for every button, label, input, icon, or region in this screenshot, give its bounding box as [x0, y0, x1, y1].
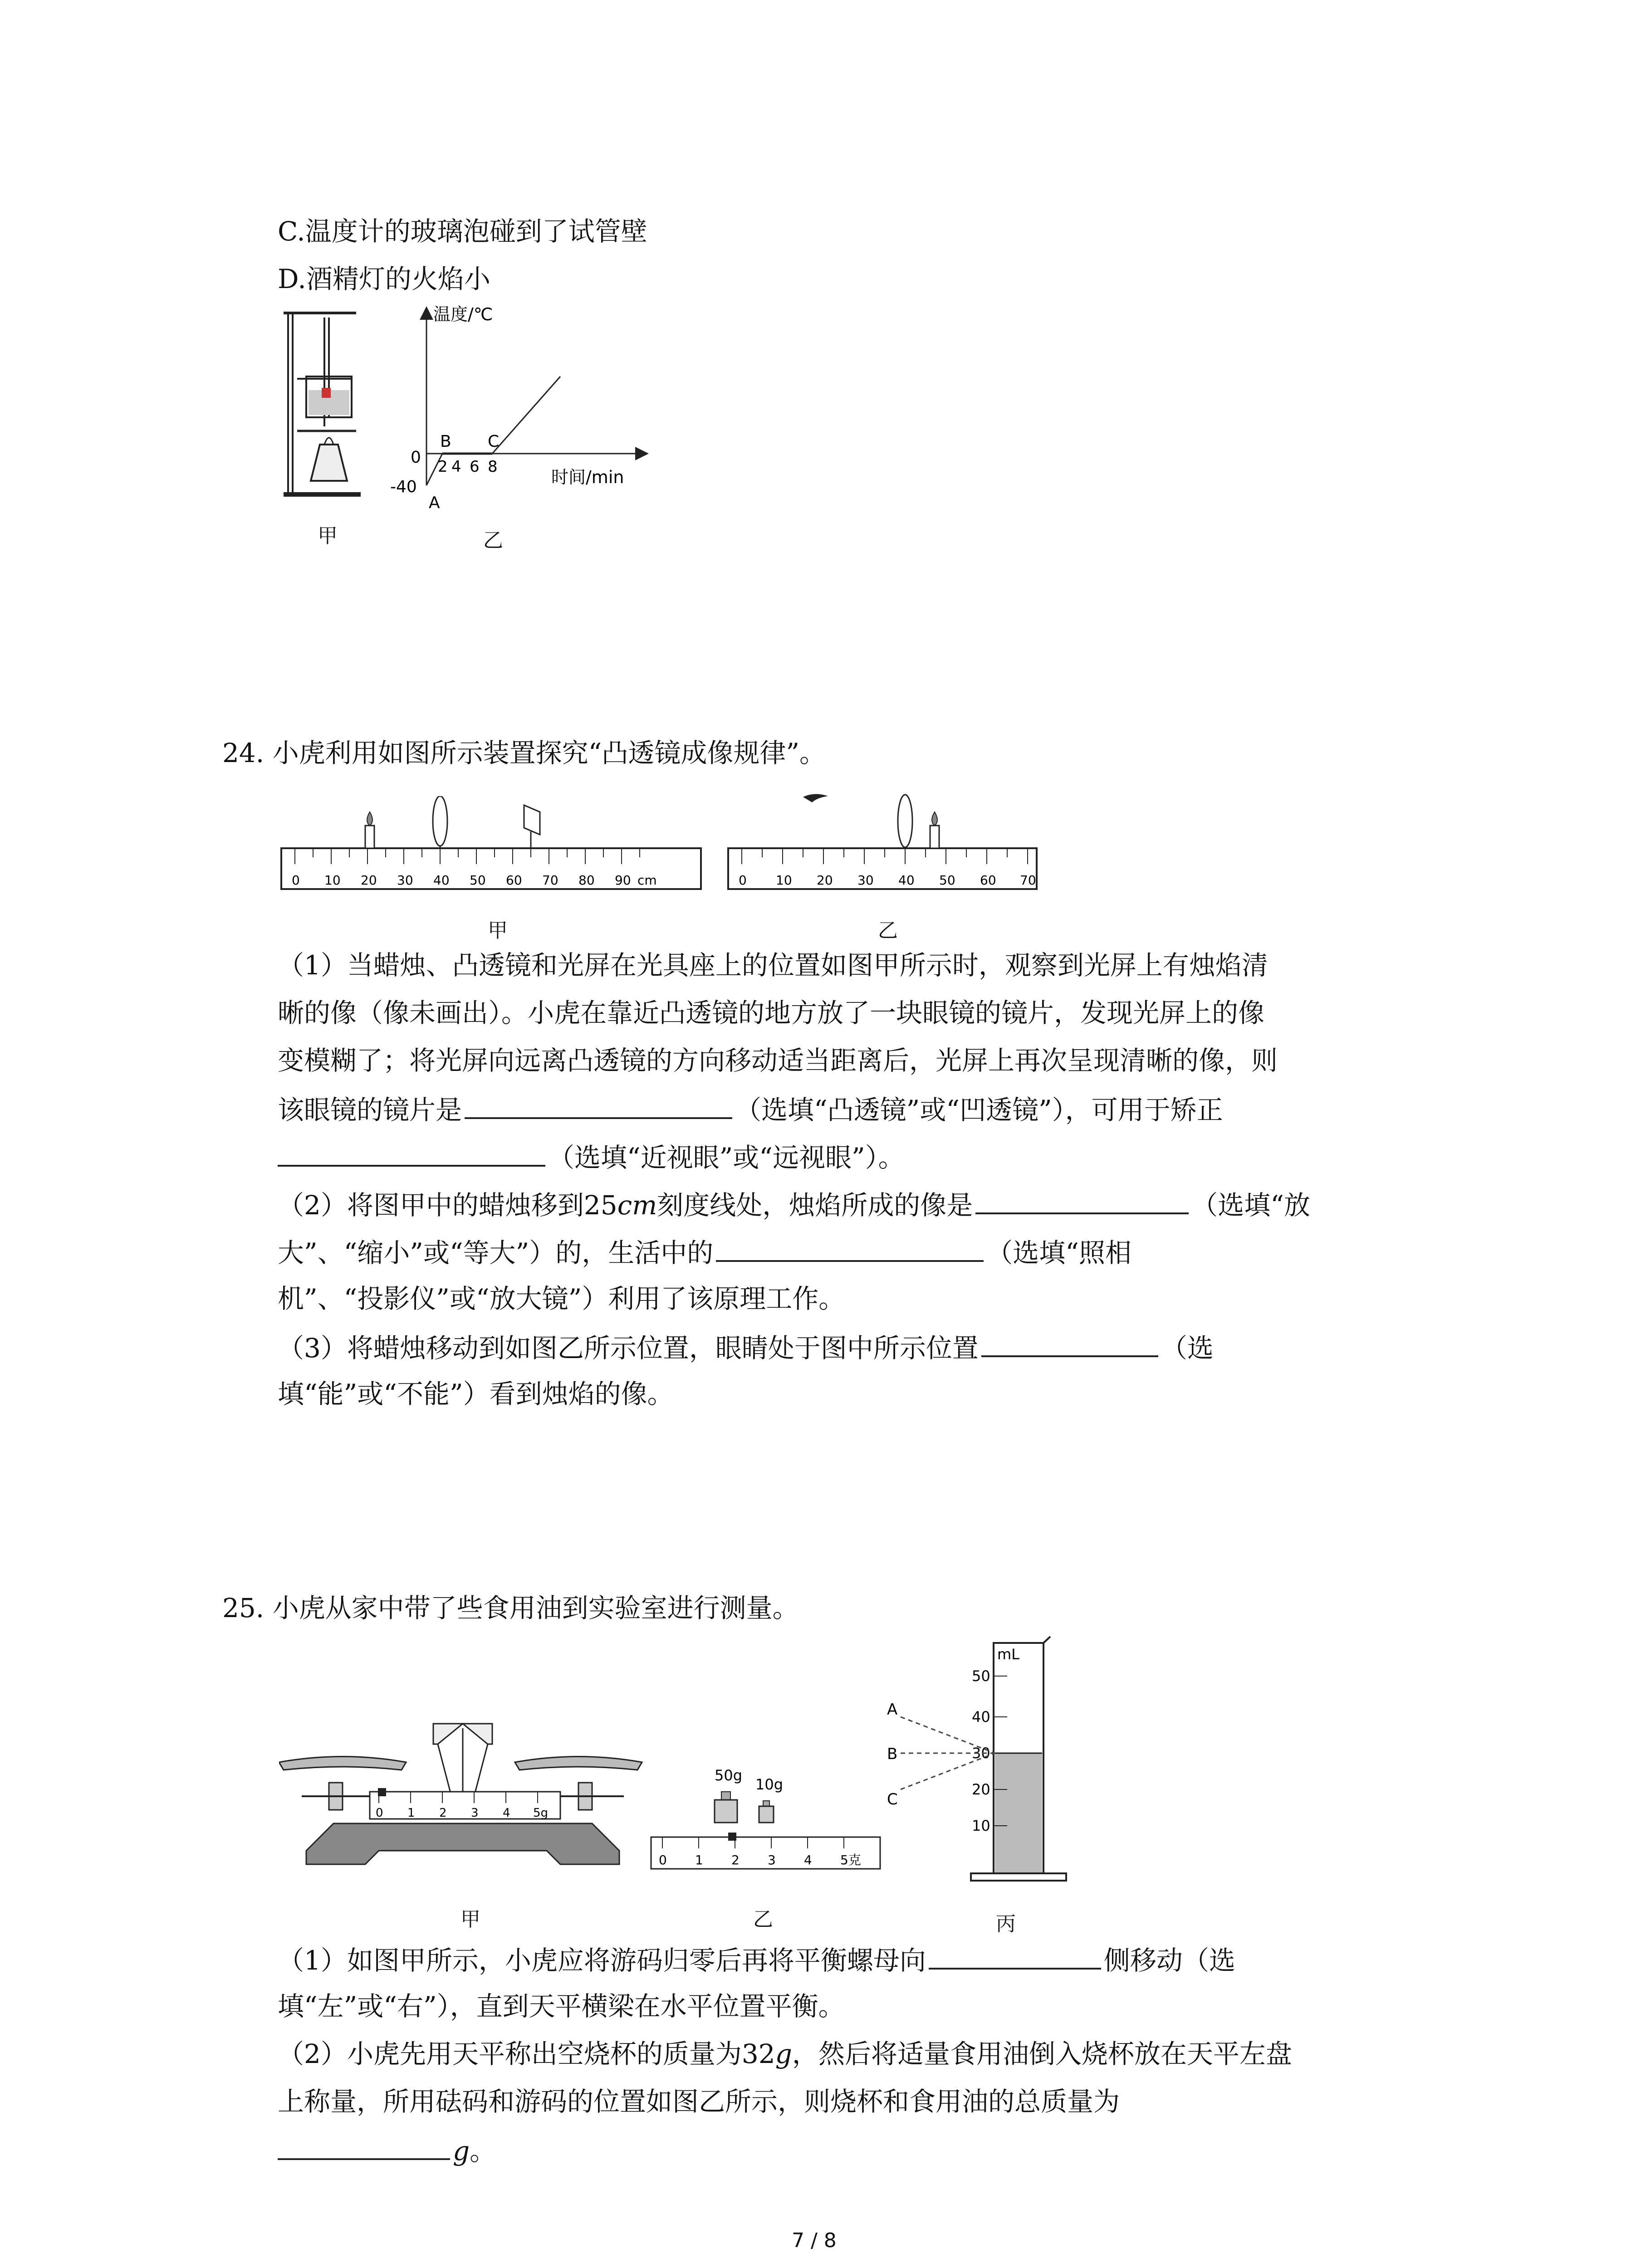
cylinder-tick-label: 20 [972, 1781, 990, 1798]
ruler-tick-label: 20 [361, 873, 377, 888]
q24-p1-line4a: 该眼镜的镜片是 [278, 1095, 462, 1125]
weight-10g-label: 10g [755, 1776, 784, 1793]
ruler-tick-label: 10 [324, 873, 341, 888]
graph-xlabel: 时间/min [551, 467, 624, 487]
heating-apparatus-figure [279, 308, 370, 508]
ruler-tick-label: 30 [857, 873, 874, 888]
q24-p3-line1a: （3）将蜡烛移动到如图乙所示位置，眼睛处于图中所示位置 [278, 1333, 979, 1364]
q24-p1-line1: （1）当蜡烛、凸透镜和光屏在光具座上的位置如图甲所示时，观察到光屏上有烛焰清 [278, 950, 1268, 981]
graph-tick-x: 4 [451, 458, 461, 476]
answer-blank-device[interactable] [716, 1228, 984, 1262]
answer-blank-can-see[interactable] [981, 1324, 1158, 1357]
graph-tick-x: 6 [470, 458, 480, 476]
q24-p1-line4 [278, 1085, 1223, 1133]
ruler-tick-label: 90 [615, 873, 631, 888]
graph-point-c: C [488, 432, 500, 451]
q25-p2-value: 32 [741, 2038, 775, 2069]
ruler-tick-label: 10 [776, 873, 792, 888]
fig23-jia-caption: 甲 [318, 524, 338, 547]
balance-tick-label: 2 [439, 1806, 447, 1820]
cylinder-tick-label: 40 [972, 1708, 990, 1725]
ruler-tick-label: 40 [898, 873, 915, 888]
fig24-yi-caption: 乙 [878, 919, 898, 942]
balance-tick-label: 4 [503, 1806, 510, 1820]
q25-p2-line2: 上称量，所用砝码和游码的位置如图乙所示，则烧杯和食用油的总质量为 [278, 2086, 1120, 2117]
cylinder-tick-label: 50 [972, 1667, 990, 1685]
weight-50g-label: 50g [715, 1767, 743, 1784]
rider-tick-label: 2 [731, 1853, 740, 1867]
balance-tick-label: 5g [533, 1806, 549, 1820]
q25-p2-line3-end: 。 [470, 2136, 496, 2166]
graph-ymin: -40 [390, 478, 417, 496]
graduated-cylinder-figure [885, 1633, 1075, 1896]
answer-blank-lens-type[interactable] [465, 1085, 732, 1119]
temperature-time-graph [388, 304, 669, 517]
fig25-bing-caption: 丙 [996, 1912, 1016, 1936]
q25-p2-line3 [278, 2126, 496, 2174]
fig23-yi-caption: 乙 [483, 529, 503, 552]
q24-p2-line2 [278, 1228, 1132, 1276]
q24-p2-line3: 机”、“投影仪”或“放大镜”）利用了该原理工作。 [278, 1283, 845, 1314]
rider-tick-label: 0 [659, 1853, 667, 1867]
q24-p2-line2a: 大”、“缩小”或“等大”）的，生活中的 [278, 1237, 714, 1268]
ruler-tick-label: 80 [578, 873, 595, 888]
q24-p2-line1 [278, 1181, 1310, 1228]
q24-p3-line1b: （选 [1161, 1333, 1214, 1364]
ruler-tick-label: 70 [1020, 873, 1036, 888]
q25-p2-line1a: （2）小虎先用天平称出空烧杯的质量为 [278, 2038, 742, 2069]
q24-p2-value: 25 [583, 1190, 617, 1221]
q24-p1-line3: 变模糊了；将光屏向远离凸透镜的方向移动适当距离后，光屏上再次呈现清晰的像，则 [278, 1045, 1278, 1076]
q24-p2-unit: cm [617, 1190, 657, 1221]
q24-stem: 24. 小虎利用如图所示装置探究“凸透镜成像规律”。 [222, 738, 826, 768]
ruler-tick-label: 20 [817, 873, 833, 888]
ruler-tick-label: 0 [739, 873, 747, 888]
page-number: 7 / 8 [792, 2229, 837, 2252]
optical-bench-yi [726, 787, 1043, 905]
q25-p2-unit: g [775, 2038, 792, 2069]
view-label-a: A [887, 1701, 898, 1719]
graph-origin: 0 [411, 448, 421, 467]
graph-point-a: A [429, 494, 440, 512]
rider-tick-label: 4 [804, 1853, 812, 1867]
q25-stem: 25. 小虎从家中带了些食用油到实验室进行测量。 [222, 1593, 799, 1623]
weights-and-rider-figure [649, 1765, 885, 1896]
rider-tick-label: 1 [695, 1853, 703, 1867]
cylinder-unit: mL [997, 1646, 1019, 1663]
optical-bench-jia [279, 796, 705, 905]
ruler-tick-label: cm [637, 873, 657, 888]
answer-blank-image-size[interactable] [975, 1181, 1189, 1214]
ruler-tick-label: 0 [292, 873, 300, 888]
q25-p1-line2: 填“左”或“右”），直到天平横梁在水平位置平衡。 [278, 1991, 845, 2022]
ruler-tick-label: 40 [433, 873, 450, 888]
q25-p1-line1b: 侧移动（选 [1103, 1945, 1235, 1976]
answer-blank-total-mass[interactable] [278, 2126, 450, 2160]
q25-p2-line3-unit: g [453, 2136, 470, 2166]
option-c: C.温度计的玻璃泡碰到了试管壁 [278, 216, 647, 247]
q24-p2-line1a: （2）将图甲中的蜡烛移到 [278, 1190, 584, 1221]
fig24-jia-caption: 甲 [488, 919, 508, 942]
q24-p1-line4b: （选填“凸透镜”或“凹透镜”），可用于矫正 [735, 1095, 1223, 1125]
q24-p2-line2b: （选填“照相 [986, 1237, 1132, 1268]
graph-point-b: B [440, 432, 451, 451]
graph-tick-x: 2 [438, 458, 448, 476]
view-label-b: B [887, 1745, 898, 1763]
option-d: D.酒精灯的火焰小 [278, 264, 490, 294]
q25-p1-line1 [278, 1936, 1235, 1983]
q25-p2-line1b: ，然后将适量食用油倒入烧杯放在天平左盘 [792, 2038, 1292, 2069]
ruler-tick-label: 50 [939, 873, 955, 888]
fig25-jia-caption: 甲 [460, 1908, 480, 1931]
q24-p3-line1 [278, 1324, 1214, 1371]
eye-icon [803, 794, 828, 802]
fig25-yi-caption: 乙 [753, 1908, 773, 1931]
answer-blank-eye-type[interactable] [278, 1133, 545, 1167]
rider-tick-label: 5克 [840, 1853, 861, 1867]
balance-tick-label: 3 [471, 1806, 479, 1820]
balance-figure [279, 1715, 647, 1896]
graph-ylabel: 温度/℃ [433, 304, 493, 324]
q24-p1-line5-text: （选填“近视眼”或“远视眼”）。 [548, 1142, 905, 1173]
balance-tick-label: 1 [407, 1806, 415, 1820]
q24-p1-line5 [278, 1133, 905, 1180]
q25-p1-line1a: （1）如图甲所示，小虎应将游码归零后再将平衡螺母向 [278, 1945, 926, 1976]
answer-blank-direction[interactable] [929, 1936, 1101, 1970]
cylinder-tick-label: 30 [972, 1745, 990, 1762]
q24-p2-line1b: 刻度线处，烛焰所成的像是 [657, 1190, 973, 1221]
q24-p3-line2: 填“能”或“不能”）看到烛焰的像。 [278, 1378, 674, 1409]
balance-tick-label: 0 [376, 1806, 383, 1820]
ruler-tick-label: 70 [542, 873, 558, 888]
q25-p2-line1 [278, 2031, 1292, 2077]
ruler-tick-label: 30 [397, 873, 413, 888]
ruler-tick-label: 50 [470, 873, 486, 888]
view-label-c: C [887, 1790, 898, 1809]
q24-p2-line1c: （选填“放 [1191, 1190, 1310, 1221]
ruler-tick-label: 60 [506, 873, 522, 888]
graph-tick-x: 8 [488, 458, 498, 476]
cylinder-tick-label: 10 [972, 1817, 990, 1834]
rider-tick-label: 3 [768, 1853, 776, 1867]
q24-p1-line2: 晰的像（像未画出）。小虎在靠近凸透镜的地方放了一块眼镜的镜片，发现光屏上的像 [278, 997, 1265, 1028]
ruler-tick-label: 60 [980, 873, 996, 888]
